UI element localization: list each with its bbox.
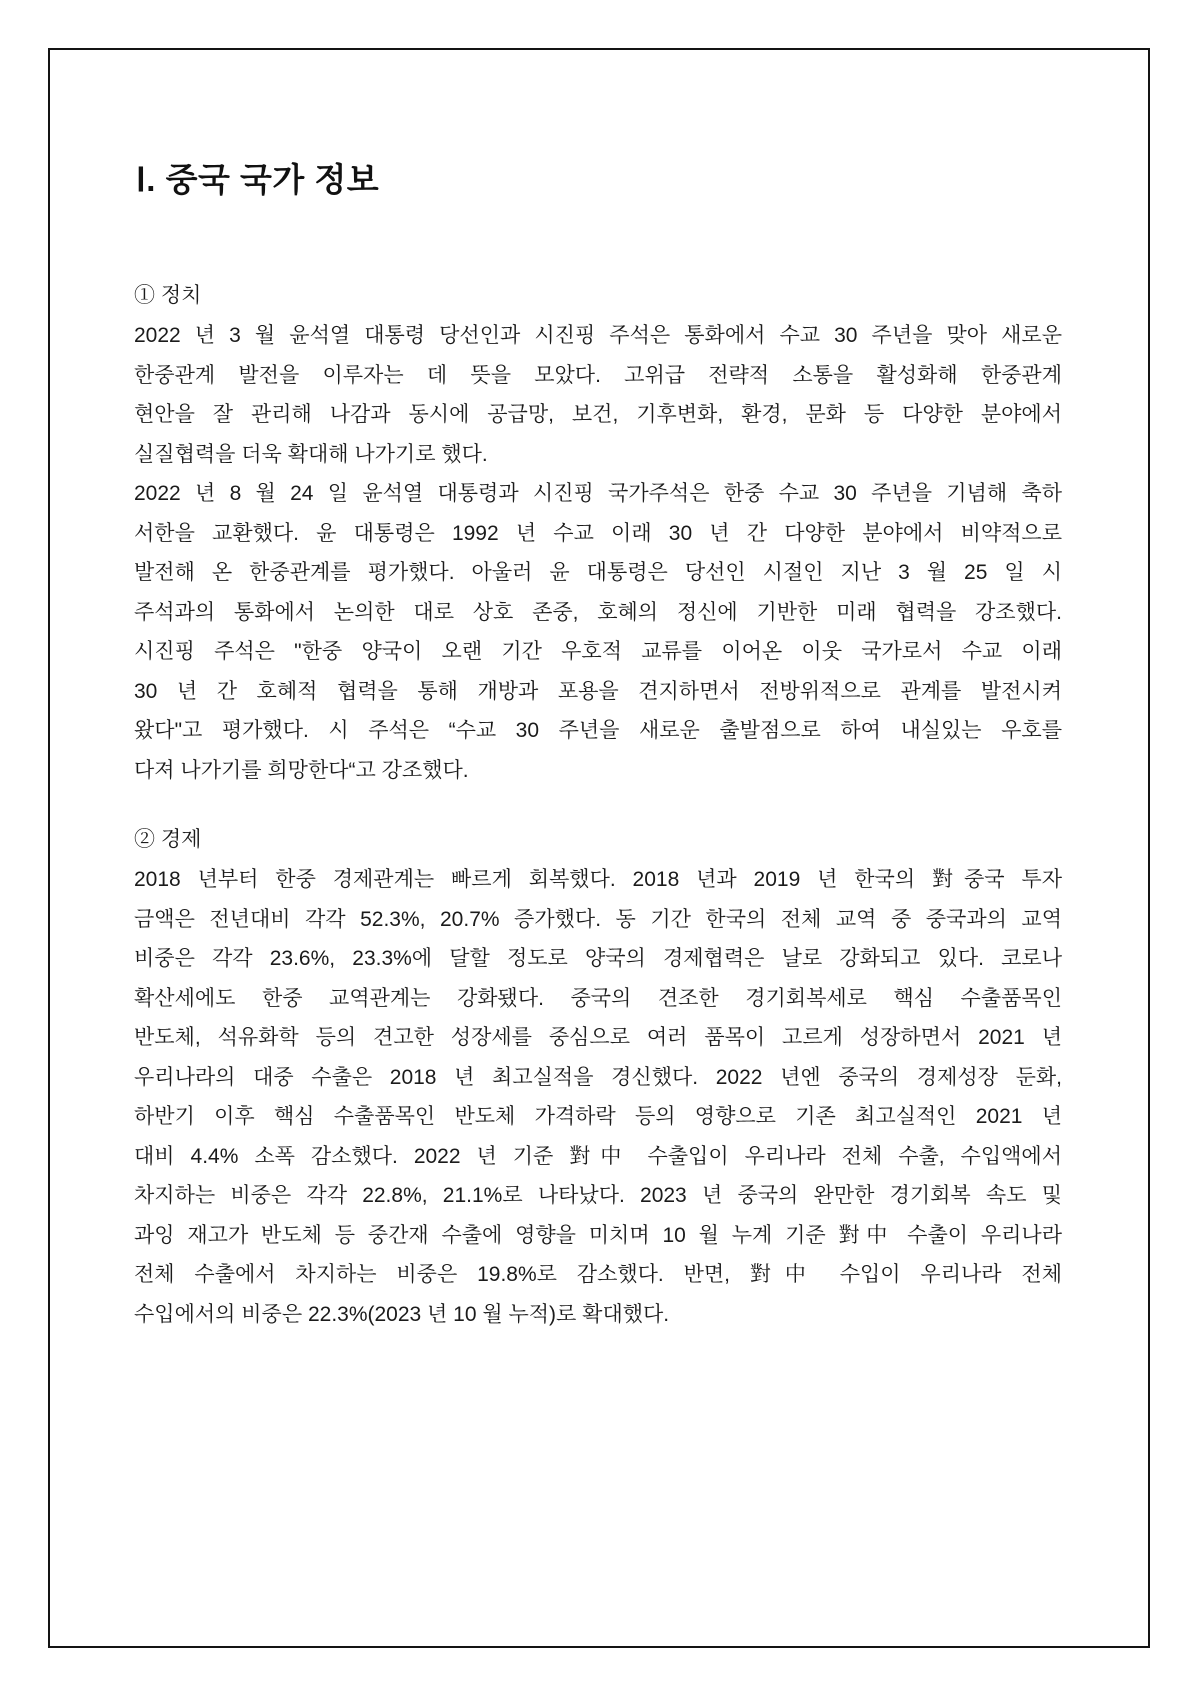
document-title: Ⅰ. 중국 국가 정보 [136,161,380,198]
text-line: 실질협력을 더욱 확대해 나가기로 했다. [134,442,488,466]
text-line: 차지하는 비중은 각각 22.8%, 21.1%로 나타났다. 2023 년 중국의 완만한 경기회복 속도 및 [134,1184,1062,1207]
text-line: 비중은 각각 23.6%, 23.3%에 달할 정도로 양국의 경제협력은 날로 강화되고 있다. 코로나 [134,947,1062,970]
text-line: 시진핑 주석은 "한중 양국이 오랜 기간 우호적 교류를 이어온 이웃 국가로서 수교 이래 [134,640,1062,663]
text-line: 하반기 이후 핵심 수출품목인 반도체 가격하락 등의 영향으로 기존 최고실적인 2021 년 [134,1105,1062,1128]
text-line: 확산세에도 한중 교역관계는 강화됐다. 중국의 견조한 경기회복세로 핵심 수출품목인 [134,986,1062,1010]
page-border-frame [48,48,1150,1648]
text-line: 서한을 교환했다. 윤 대통령은 1992 년 수교 이래 30 년 간 다양한 분야에서 비약적으로 [134,521,1062,545]
text-line: 반도체, 석유화학 등의 견고한 성장세를 중심으로 여러 품목이 고르게 성장하면서 2021 년 [134,1026,1062,1049]
paragraph [134,474,1062,790]
text-line: 우리나라의 대중 수출은 2018 년 최고실적을 경신했다. 2022 년엔 중국의 경제성장 둔화, [134,1065,1062,1089]
text-line: 왔다"고 평가했다. 시 주석은 “수교 30 주년을 새로운 출발점으로 하여 내실있는 우호를 [134,719,1062,742]
section-heading-economy: ② 경제 [134,828,202,851]
text-line: 대비 4.4% 소폭 감소했다. 2022 년 기준 對中 수출입이 우리나라 전체 수출, 수입액에서 [134,1144,1062,1168]
section-economy [134,820,1062,1334]
paragraph [134,860,1062,1334]
text-line: 2022 년 8 월 24 일 윤석열 대통령과 시진핑 국가주석은 한중 수교 30 주년을 기념해 축하 [134,482,1062,505]
text-line: 현안을 잘 관리해 나감과 동시에 공급망, 보건, 기후변화, 환경, 문화 등 다양한 분야에서 [134,403,1062,426]
text-line: 2018 년부터 한중 경제관계는 빠르게 회복했다. 2018 년과 2019 년 한국의 對중국 투자 [134,868,1062,891]
text-line: 한중관계 발전을 이루자는 데 뜻을 모았다. 고위급 전략적 소통을 활성화해 한중관계 [134,363,1062,387]
text-line: 30 년 간 호혜적 협력을 통해 개방과 포용을 견지하면서 전방위적으로 관계를 발전시켜 [134,679,1062,703]
text-line: 다져 나가기를 희망한다“고 강조했다. [134,758,469,782]
section-body-politics [134,316,1062,790]
text-line: 주석과의 통화에서 논의한 대로 상호 존중, 호혜의 정신에 기반한 미래 협력을 강조했다. [134,600,1062,624]
text-line: 발전해 온 한중관계를 평가했다. 아울러 윤 대통령은 당선인 시절인 지난 3 월 25 일 시 [134,561,1062,584]
text-line: 금액은 전년대비 각각 52.3%, 20.7% 증가했다. 동 기간 한국의 전체 교역 중 중국과의 교역 [134,907,1062,931]
text-line: 2022 년 3 월 윤석열 대통령 당선인과 시진핑 주석은 통화에서 수교 30 주년을 맞아 새로운 [134,324,1062,347]
section-heading-politics: ① 정치 [134,284,202,307]
text-line: 과잉 재고가 반도체 등 중간재 수출에 영향을 미치며 10 월 누계 기준 對中 수출이 우리나라 [134,1223,1062,1247]
text-line: 전체 수출에서 차지하는 비중은 19.8%로 감소했다. 반면, 對中 수입이 우리나라 전체 [134,1263,1062,1286]
section-politics [134,276,1062,790]
text-line: 수입에서의 비중은 22.3%(2023 년 10 월 누적)로 확대했다. [134,1302,670,1326]
section-body-economy [134,860,1062,1334]
paragraph [134,316,1062,474]
